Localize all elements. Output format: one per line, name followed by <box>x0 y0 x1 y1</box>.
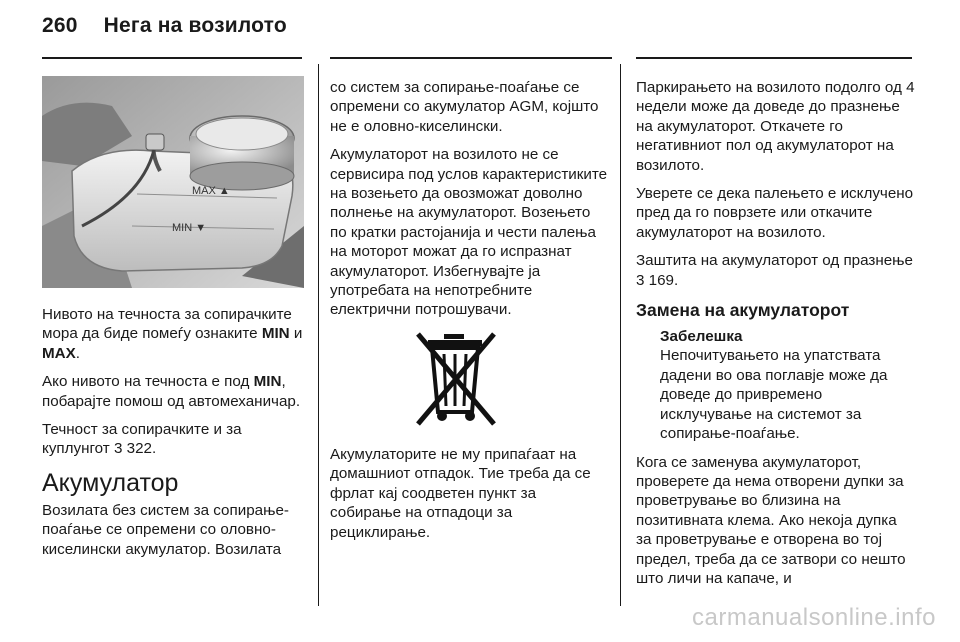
parking-text: Паркирањето на возилото подолго од 4 недели може да доведе до празнење на акумулаторот. Откачете го негативниот пол од акумулаторот на возилото. <box>636 79 915 174</box>
column-3 <box>636 78 916 597</box>
agm-battery-text: со систем за сопирање-поаѓање се опремени со акумулатор AGM, којшто не е оловно-киселински. <box>330 79 599 135</box>
page-number: 260 <box>42 14 78 37</box>
column-divider-2 <box>620 64 621 606</box>
brake-fluid-reservoir-photo <box>42 76 304 288</box>
page-title: Нега на возилото <box>103 14 287 37</box>
below-min-text: Ако нивото на течноста е под MIN, побарајте помош од автомеханичар. <box>42 373 301 410</box>
battery-replacement-heading: Замена на акумулаторот <box>636 300 850 321</box>
column-divider-1 <box>318 64 319 606</box>
crossed-bin-icon <box>414 330 498 428</box>
battery-heading: Акумулатор <box>42 468 179 497</box>
page-header <box>42 14 287 38</box>
watermark: carmanualsonline.info <box>692 604 936 631</box>
note-box <box>636 327 916 443</box>
battery-maintenance-text: Акумулаторот на возилото не се сервисира под услов карактеристиките на возењето да овозможат доволно полнење на акумулаторот. Возењето по кратки растојанија и чести палења на моторот можат да го испразнат акумулаторот. Избегнувајте ја употребата на непотребните електрични потрошувачи. <box>330 146 608 319</box>
page-reference-link[interactable]: 3 169. <box>636 271 679 289</box>
column-2 <box>330 78 608 329</box>
column-1 <box>42 305 310 568</box>
page-reference-link[interactable]: 3 322. <box>113 440 157 458</box>
replacement-text: Кога се заменува акумулаторот, проверете да нема отворени дупки за проветрување во близина на позитивната клема. Ако некоја дупка за проветрување е отворена во тој предел, треба да се затвори со нешто што личи на капаче, и <box>636 453 906 587</box>
header-rule-3 <box>636 57 912 59</box>
note-title: Забелешка <box>660 328 743 346</box>
battery-disposal-text: Акумулаторите не му припаѓаат на домашниот отпадок. Тие треба да се фрлат кај соодветен пункт за собирање на отпадоци за рециклирање. <box>330 446 591 541</box>
discharge-protection-text: Заштита на акумулаторот од празнење 3 169. <box>636 252 913 289</box>
ignition-text: Уверете се дека палењето е исклучено пред да го поврзете или откачите акумулаторот на возилото. <box>636 185 914 241</box>
min-mark: MIN ▼ <box>172 222 207 234</box>
header-rule-1 <box>42 57 302 59</box>
brake-fluid-level-text: Нивото на течноста за сопирачките мора да биде помеѓу ознаките MIN и MAX. <box>42 306 303 362</box>
max-mark: MAX ▲ <box>192 185 230 197</box>
column-2-lower <box>330 445 608 551</box>
header-rule-2 <box>330 57 612 59</box>
fluid-reference: Течност за сопирачките и за куплунгот 3 322. <box>42 421 242 458</box>
note-text: Непочитувањето на упатствата дадени во ова поглавје може да доведе до привремено исклучување на системот за сопирање-поаѓање. <box>660 347 888 443</box>
battery-intro-text: Возилата без систем за сопирање-поаѓање се опремени со оловно-киселински акумулатор. Возилата <box>42 501 289 558</box>
